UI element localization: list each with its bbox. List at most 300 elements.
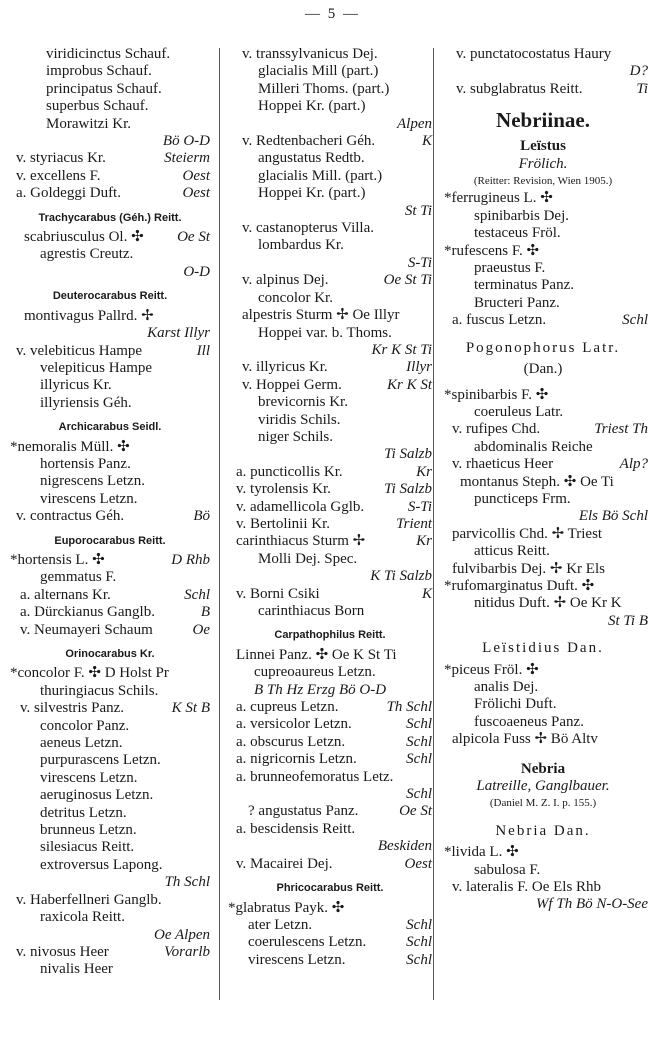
species-entry (10, 185, 210, 202)
species-name: coerulescens Letzn. (248, 934, 367, 951)
genus-heading: Leïstus (520, 138, 566, 155)
species-entry (438, 379, 648, 404)
genus-heading: Nebriinae. (496, 108, 590, 133)
species-name: v. Redtenbacheri Géh. (242, 133, 376, 150)
species-entry (228, 63, 432, 80)
species-entry (10, 735, 210, 752)
species-name: glacialis Mill (part.) (258, 63, 379, 80)
species-name: v. Haberfellneri Ganglb. (16, 891, 162, 908)
locality-abbrev: Kr (416, 463, 432, 480)
species-name: improbus Schauf. (46, 63, 152, 80)
species-name: v. illyricus Kr. (242, 359, 328, 376)
species-name: brevicornis Kr. (258, 394, 348, 411)
species-entry (10, 622, 210, 639)
species-name: ? angustatus Panz. (248, 803, 359, 820)
species-entry (438, 561, 648, 578)
species-entry (438, 46, 648, 63)
species-name: extroversus Lapong. (40, 856, 163, 873)
locality-note: Ti Salzb (384, 446, 432, 463)
species-name: a. alternans Kr. (20, 586, 111, 603)
species-entry (438, 679, 648, 696)
species-name: concolor Panz. (40, 717, 130, 734)
species-entry (10, 343, 210, 360)
species-entry (438, 277, 648, 294)
species-entry (10, 377, 210, 394)
species-entry (228, 734, 432, 751)
species-entry (228, 699, 432, 716)
locality-abbrev: Vorarlb (164, 943, 210, 960)
species-name: aeneus Letzn. (40, 735, 123, 752)
species-entry (228, 934, 432, 951)
species-name: *spinibarbis F. ✣ (444, 386, 549, 403)
species-name: parvicollis Chd. ✢ Triest (452, 525, 603, 542)
locality-note: Frölich. (518, 155, 568, 172)
species-entry (228, 220, 432, 237)
genus-heading: Archicarabus Seidl. (58, 421, 162, 434)
species-name: spinibarbis Dej. (474, 207, 569, 224)
species-name: virescens Letzn. (40, 490, 138, 507)
species-entry (438, 260, 648, 277)
species-name: v. silvestris Panz. (20, 700, 125, 717)
species-name: concolor Kr. (258, 289, 333, 306)
species-name: superbus Schauf. (46, 98, 149, 115)
species-entry (228, 464, 432, 481)
species-entry (228, 603, 432, 620)
species-entry (228, 412, 432, 429)
species-entry (10, 805, 210, 822)
genus-heading: Carpathophilus Reitt. (274, 629, 386, 642)
species-name: velepiticus Hampe (40, 359, 153, 376)
locality-note: St Ti B (607, 612, 648, 629)
locality-abbrev: Ill (196, 342, 210, 359)
species-entry (228, 98, 432, 115)
locality-abbrev: S-Ti (407, 498, 432, 515)
species-name: v. nivosus Heer (16, 943, 109, 960)
locality-abbrev: Oest (182, 167, 210, 184)
species-entry (228, 290, 432, 307)
species-entry (10, 456, 210, 473)
species-name: purpurascens Letzn. (40, 752, 161, 769)
species-name: silesiacus Reitt. (40, 839, 135, 856)
text-column-right (438, 46, 648, 914)
locality-note: (Reitter: Revision, Wien 1905.) (473, 175, 613, 188)
species-name: ater Letzn. (248, 916, 313, 933)
species-entry (228, 325, 432, 342)
species-name: abdominalis Reiche (474, 438, 593, 455)
species-name: scabriusculus Ol. ✣ (24, 229, 144, 246)
species-name: Hoppei Kr. (part.) (258, 185, 366, 202)
locality-abbrev: K St B (171, 700, 210, 717)
species-entry (10, 718, 210, 735)
column-divider (433, 48, 434, 1000)
species-name: lombardus Kr. (258, 237, 344, 254)
species-name: alpicola Fuss ✢ Bö Altv (452, 731, 598, 748)
species-name: B Th Hz Erzg Bö O-D (254, 681, 387, 698)
genus-heading: Pogonophorus Latr. (465, 339, 621, 356)
species-name: Milleri Thoms. (part.) (258, 80, 390, 97)
species-name: a. fuscus Letzn. (452, 312, 547, 329)
species-name: a. cupreus Letzn. (236, 699, 339, 716)
locality-abbrev: D Rhb (171, 551, 210, 568)
species-name: *rufescens F. ✣ (444, 242, 540, 259)
genus-heading: Trachycarabus (Géh.) Reitt. (38, 211, 182, 224)
species-name: illyriensis Géh. (40, 394, 132, 411)
species-entry (228, 429, 432, 446)
species-name: virescens Letzn. (40, 769, 138, 786)
species-name: v. punctatocostatus Haury (456, 46, 612, 62)
species-name: v. Macairei Dej. (236, 855, 333, 872)
species-name: atticus Reitt. (474, 543, 550, 560)
species-entry (228, 647, 432, 664)
species-entry (228, 900, 432, 917)
species-name: a. brunneofemoratus Letz. (236, 768, 394, 785)
species-entry (228, 551, 432, 568)
species-name: fulvibarbis Dej. ✢ Kr Els (452, 560, 605, 577)
species-entry (438, 526, 648, 543)
species-name: carinthiacus Sturm ✢ (236, 533, 366, 550)
species-entry (438, 295, 648, 312)
species-entry (438, 696, 648, 713)
species-entry (228, 516, 432, 533)
species-entry (438, 862, 648, 879)
species-name: viridis Schils. (258, 411, 341, 428)
species-entry (10, 552, 210, 569)
locality-abbrev: Kr K St (386, 376, 432, 393)
text-column-middle (228, 46, 432, 969)
column-divider (219, 48, 220, 1000)
species-entry (228, 46, 432, 63)
species-entry (438, 474, 648, 491)
species-entry (10, 683, 210, 700)
species-entry (10, 770, 210, 787)
species-name: *piceus Fröl. ✣ (444, 661, 539, 678)
locality-abbrev: B (200, 604, 210, 621)
species-name: v. alpinus Dej. (242, 272, 329, 289)
species-entry (228, 272, 432, 289)
species-name: aeruginosus Letzn. (40, 787, 154, 804)
species-name: hortensis Panz. (40, 455, 131, 472)
locality-note: (Daniel M. Z. I. p. 155.) (489, 797, 597, 810)
locality-note: St Ti (404, 202, 432, 219)
locality-abbrev: Schl (184, 586, 210, 603)
species-entry (10, 508, 210, 525)
species-entry (10, 665, 210, 682)
species-entry (10, 229, 210, 246)
species-entry (10, 961, 210, 978)
species-name: Molli Dej. Spec. (258, 550, 358, 567)
species-name: gemmatus F. (40, 569, 117, 586)
species-entry (228, 307, 432, 324)
species-name: analis Dej. (474, 679, 539, 695)
species-name: *ferrugineus L. ✣ (444, 190, 553, 207)
locality-abbrev: Illyr (406, 359, 432, 376)
species-entry (228, 586, 432, 603)
species-name: v. excellens F. (16, 167, 101, 184)
species-name: nigrescens Letzn. (40, 473, 145, 490)
locality-note: Els Bö Schl (578, 508, 648, 525)
species-name: v. rhaeticus Heer (452, 456, 554, 473)
species-entry (438, 421, 648, 438)
species-entry (10, 98, 210, 115)
species-entry (10, 909, 210, 926)
species-name: v. styriacus Kr. (16, 150, 106, 167)
species-entry (10, 839, 210, 856)
species-name: *concolor F. ✣ D Holst Pr (10, 665, 169, 682)
species-name: a. nigricornis Letzn. (236, 751, 357, 768)
species-entry (438, 662, 648, 679)
species-entry (10, 46, 210, 63)
species-name: nitidus Duft. ✢ Oe Kr K (474, 595, 622, 612)
species-name: angustatus Redtb. (258, 150, 365, 167)
locality-abbrev: Oest (182, 185, 210, 202)
locality-abbrev: Steierm (164, 150, 210, 167)
species-name: Morawitzi Kr. (46, 115, 131, 132)
species-entry (228, 481, 432, 498)
species-entry (10, 787, 210, 804)
species-entry (10, 473, 210, 490)
locality-abbrev: Oe (192, 621, 210, 638)
species-name: detritus Letzn. (40, 804, 127, 821)
locality-abbrev: Schl (406, 751, 432, 768)
species-name: fuscoaeneus Panz. (474, 713, 584, 730)
locality-abbrev: Th Schl (386, 699, 432, 716)
species-entry (10, 604, 210, 621)
species-entry (438, 731, 648, 748)
species-entry (438, 81, 648, 98)
locality-abbrev: Oe St Ti (383, 272, 432, 289)
species-entry (10, 246, 210, 263)
species-name: v. tyrolensis Kr. (236, 481, 331, 498)
locality-abbrev: Schl (622, 312, 648, 329)
locality-abbrev: Alp? (619, 456, 648, 473)
species-name: v. transsylvanicus Dej. (242, 46, 378, 62)
species-name: a. obscurus Letzn. (236, 733, 346, 750)
species-name: v. Bertolinii Kr. (236, 515, 331, 532)
genus-heading: Nebria Dan. (495, 822, 591, 839)
species-name: Hoppei Kr. (part.) (258, 98, 366, 115)
species-entry (10, 308, 210, 325)
species-entry (438, 844, 648, 861)
locality-abbrev: K (421, 585, 432, 602)
species-entry (228, 150, 432, 167)
species-name: *hortensis L. ✣ (10, 551, 105, 568)
genus-heading: Leïstidius Dan. (482, 640, 604, 657)
species-name: *livida L. ✣ (444, 844, 519, 861)
locality-abbrev: Oe St (177, 229, 210, 246)
locality-note: Oe Alpen (154, 926, 210, 943)
locality-note: Bö O-D (162, 133, 210, 150)
locality-abbrev: K (421, 133, 432, 150)
locality-note: Wf Th Bö N-O-See (535, 896, 648, 913)
species-entry (10, 752, 210, 769)
species-name: montivagus Pallrd. ✢ (24, 307, 154, 324)
species-entry (10, 150, 210, 167)
species-entry (10, 857, 210, 874)
species-entry (10, 491, 210, 508)
species-entry (10, 63, 210, 80)
locality-note: Karst Illyr (147, 325, 210, 342)
locality-abbrev: Schl (406, 733, 432, 750)
species-name: Frölichi Duft. (474, 696, 557, 713)
locality-abbrev: Oe St (399, 803, 432, 820)
species-entry (228, 185, 432, 202)
species-entry (228, 237, 432, 254)
locality-note: O-D (183, 263, 210, 280)
species-entry (10, 700, 210, 717)
species-name: nivalis Heer (40, 961, 113, 978)
genus-heading: Nebria (520, 760, 566, 777)
species-entry (228, 952, 432, 969)
species-name: a. versicolor Letzn. (236, 716, 352, 733)
species-entry (438, 879, 648, 896)
locality-abbrev: Ti (636, 80, 648, 97)
genus-heading: Phricocarabus Reitt. (276, 882, 384, 895)
species-name: cupreoaureus Letzn. (254, 664, 376, 681)
species-entry (438, 404, 648, 421)
species-entry (10, 587, 210, 604)
species-entry (228, 821, 432, 838)
species-entry (228, 751, 432, 768)
text-column-left (10, 46, 210, 979)
species-name: a. bescidensis Reitt. (236, 820, 356, 837)
species-name: v. Borni Csiki (236, 585, 320, 602)
species-entry (10, 81, 210, 98)
species-name: thuringiacus Schils. (40, 682, 159, 699)
locality-note: Th Schl (164, 874, 210, 891)
species-entry (10, 168, 210, 185)
locality-abbrev: Bö (193, 508, 210, 525)
page-number: — 5 — (305, 6, 360, 22)
locality-abbrev: Oest (404, 855, 432, 872)
species-name: raxicola Reitt. (40, 909, 125, 926)
species-name: brunneus Letzn. (40, 822, 137, 839)
locality-abbrev: Schl (406, 716, 432, 733)
species-entry (228, 133, 432, 150)
species-name: principatus Schauf. (46, 80, 162, 97)
species-name: a. Dürckianus Ganglb. (20, 604, 155, 621)
species-name: glacialis Mill. (part.) (258, 167, 383, 184)
species-name: puncticeps Frm. (474, 490, 571, 507)
species-entry (438, 243, 648, 260)
species-name: Linnei Panz. ✣ Oe K St Ti (236, 646, 397, 663)
species-entry (228, 359, 432, 376)
species-entry (228, 769, 432, 786)
species-entry (228, 682, 432, 699)
locality-abbrev: Trient (396, 515, 432, 532)
species-name: sabulosa F. (474, 861, 541, 878)
species-name: *rufomarginatus Duft. ✣ (444, 577, 595, 594)
species-name: alpestris Sturm ✢ Oe Illyr (242, 307, 400, 324)
species-entry (438, 439, 648, 456)
species-entry (228, 377, 432, 394)
species-entry (438, 208, 648, 225)
locality-note: (Dan.) (523, 361, 563, 378)
species-name: praeustus F. (474, 260, 546, 277)
locality-note: K Ti Salzb (370, 568, 432, 585)
species-name: v. Neumayeri Schaum (20, 621, 153, 638)
species-entry (10, 116, 210, 133)
locality-abbrev: Schl (406, 916, 432, 933)
species-name: carinthiacus Born (258, 603, 365, 619)
species-entry (228, 856, 432, 873)
species-name: testaceus Fröl. (474, 225, 561, 242)
species-name: viridicinctus Schauf. (46, 46, 171, 62)
locality-abbrev: Kr (416, 533, 432, 550)
species-name: *nemoralis Müll. ✣ (10, 438, 130, 455)
locality-note: Kr K St Ti (371, 341, 432, 358)
locality-note: Schl (406, 786, 432, 803)
species-name: v. lateralis F. Oe Els Rhb (452, 879, 602, 896)
species-name: illyricus Kr. (40, 377, 112, 394)
species-entry (10, 360, 210, 377)
locality-note: Beskiden (377, 838, 432, 855)
species-name: niger Schils. (258, 428, 333, 445)
species-entry (438, 190, 648, 207)
species-entry (10, 822, 210, 839)
species-name: v. velebiticus Hampe (16, 342, 143, 359)
species-entry (438, 578, 648, 595)
locality-note: S-Ti (407, 254, 432, 271)
species-name: agrestis Creutz. (40, 246, 134, 263)
species-entry (228, 803, 432, 820)
species-entry (438, 312, 648, 329)
locality-abbrev: Schl (406, 951, 432, 968)
species-name: a. Goldeggi Duft. (16, 185, 121, 202)
locality-abbrev: Triest Th (594, 421, 648, 438)
locality-note: Latreille, Ganglbauer. (476, 778, 610, 795)
species-name: terminatus Panz. (474, 277, 574, 294)
species-name: Bructeri Panz. (474, 294, 560, 311)
species-entry (10, 944, 210, 961)
species-name: v. subglabratus Reitt. (456, 80, 583, 97)
species-name: virescens Letzn. (248, 951, 346, 968)
species-entry (228, 533, 432, 550)
genus-heading: Deuterocarabus Reitt. (52, 290, 168, 303)
genus-heading: Orinocarabus Kr. (65, 648, 155, 660)
species-entry (228, 664, 432, 681)
species-entry (228, 394, 432, 411)
species-entry (228, 168, 432, 185)
locality-abbrev: Ti Salzb (384, 481, 432, 498)
locality-note: D? (629, 63, 648, 80)
species-entry (228, 917, 432, 934)
species-entry (438, 714, 648, 731)
species-name: v. rufipes Chd. (452, 421, 541, 438)
species-entry (228, 81, 432, 98)
species-name: *glabratus Payk. ✣ (228, 899, 345, 916)
species-entry (228, 499, 432, 516)
genus-heading: Euporocarabus Reitt. (54, 534, 166, 547)
species-name: v. contractus Géh. (16, 508, 125, 525)
species-name: v. Hoppei Germ. (242, 376, 342, 393)
species-name: a. puncticollis Kr. (236, 463, 343, 480)
species-entry (10, 395, 210, 412)
species-entry (438, 491, 648, 508)
species-entry (228, 716, 432, 733)
locality-abbrev: Schl (406, 934, 432, 951)
species-entry (10, 892, 210, 909)
locality-note: Alpen (397, 115, 432, 132)
species-entry (10, 569, 210, 586)
species-entry (10, 439, 210, 456)
species-entry (438, 456, 648, 473)
species-name: Hoppei var. b. Thoms. (258, 324, 392, 341)
species-entry (438, 543, 648, 560)
species-name: v. castanopterus Villa. (242, 220, 374, 237)
species-name: montanus Steph. ✣ Oe Ti (460, 473, 614, 490)
species-entry (438, 595, 648, 612)
species-name: v. adamellicola Gglb. (236, 498, 365, 515)
